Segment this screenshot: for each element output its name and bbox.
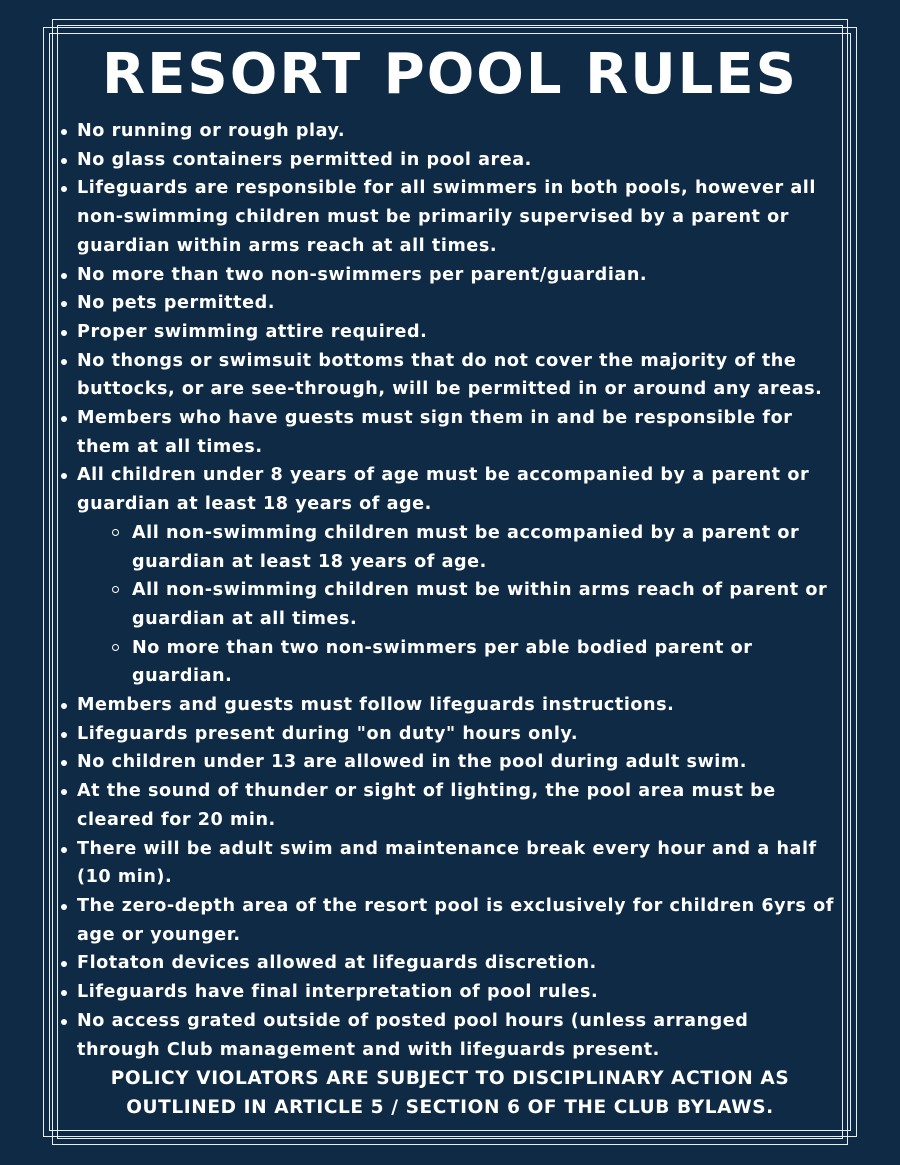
poster-title: RESORT POOL RULES [102,42,798,107]
rule-text: No pets permitted. [77,293,275,314]
rules-list [58,117,838,1064]
rule-text: Proper swimming attire required. [77,321,428,342]
rule-item [58,835,838,892]
rule-text: No more than two non-swimmers per parent/guardian. [77,264,648,285]
rule-item [58,978,838,1007]
rule-text: Lifeguards are responsible for all swimmers in both pools, however all non-swimming children must be primarily supervised by a parent or guardian within arms reach at all times. [77,178,816,256]
subrule-item: No more than two non-swimmers per able bodied parent or guardian. [77,634,838,691]
rule-text: Lifeguards present during "on duty" hours only. [77,723,579,744]
rule-item [58,347,838,404]
rule-text: All children under 8 years of age must be accompanied by a parent or guardian at least 18 years of age. [77,465,810,515]
footer-line-1: POLICY VIOLATORS ARE SUBJECT TO DISCIPLINARY ACTION AS [110,1068,790,1089]
subrule-item: All non-swimming children must be accompanied by a parent or guardian at least 18 years of age. [77,519,838,576]
rule-item [58,289,838,318]
rule-item [58,691,838,720]
subrules-list [77,519,838,691]
rule-item [58,174,838,260]
rule-text: Flotaton devices allowed at lifeguards discretion. [77,953,597,974]
rule-text: The zero-depth area of the resort pool is exclusively for children 6yrs of age or younger. [77,895,834,945]
rule-item [58,777,838,834]
rule-item [58,146,838,175]
rule-item [58,720,838,749]
rule-item [58,117,838,146]
rule-item [58,949,838,978]
rule-text: No thongs or swimsuit bottoms that do not cover the majority of the buttocks, or are see-through, will be permitted in or around any areas. [77,350,823,400]
rule-text: Members who have guests must sign them in and be responsible for them at all times. [77,408,793,457]
rule-text: No running or rough play. [77,121,346,141]
rule-item [58,1007,838,1064]
rule-item [58,404,838,461]
rule-text: No glass containers permitted in pool area. [77,149,532,170]
rule-item [58,892,838,949]
subrule-item: All non-swimming children must be within arms reach of parent or guardian at all times. [77,576,838,633]
rule-text: No children under 13 are allowed in the pool during adult swim. [77,752,747,773]
rule-text: No access grated outside of posted pool hours (unless arranged through Club management and with lifeguards present. [77,1010,749,1060]
policy-footer [0,1064,900,1122]
rule-item [58,461,838,691]
rule-text: Lifeguards have final interpretation of pool rules. [77,982,599,1003]
rule-item [58,261,838,290]
rule-text: Members and guests must follow lifeguards instructions. [77,695,675,716]
footer-line-2: OUTLINED IN ARTICLE 5 / SECTION 6 OF THE CLUB BYLAWS. [126,1097,774,1118]
rule-item [58,318,838,347]
rule-text: At the sound of thunder or sight of lighting, the pool area must be cleared for 20 min. [77,781,776,830]
rule-text: There will be adult swim and maintenance break every hour and a half (10 min). [77,838,817,888]
rule-item [58,748,838,777]
